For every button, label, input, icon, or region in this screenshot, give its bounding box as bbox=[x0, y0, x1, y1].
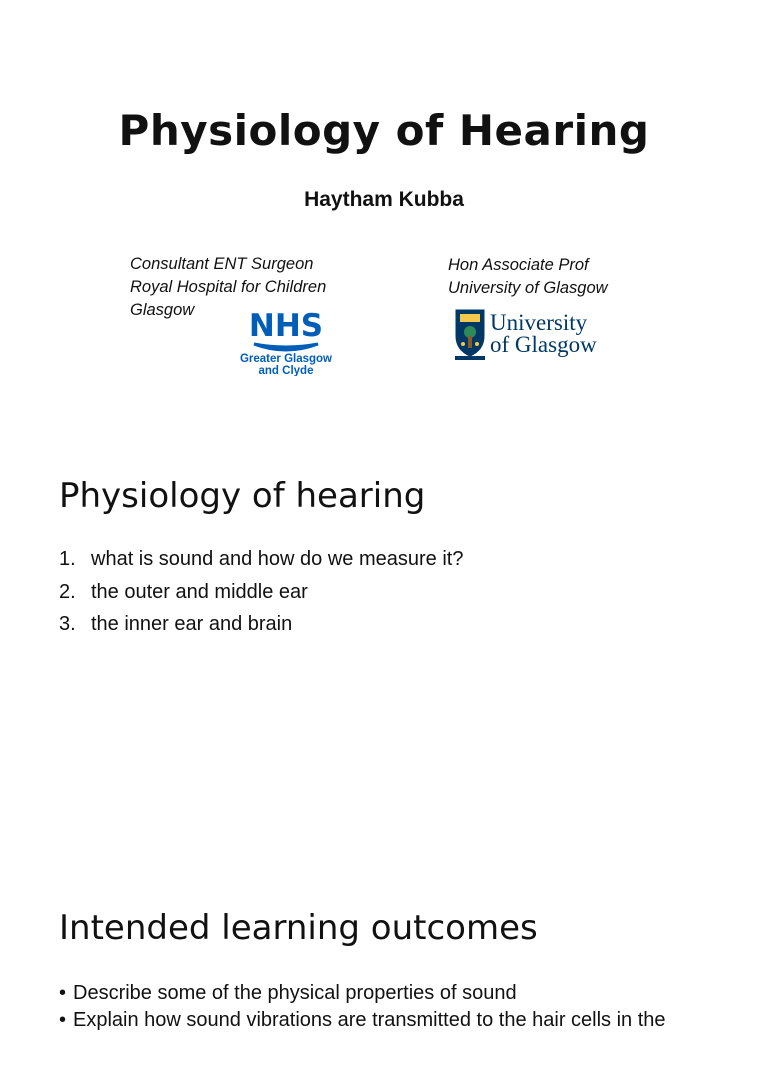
bullet-icon: • bbox=[59, 1009, 67, 1031]
nhs-wordmark: NHS bbox=[248, 308, 324, 344]
list-item bbox=[59, 1009, 666, 1036]
list-item-text: Explain how sound vibrations are transmitted to the hair cells in the bbox=[73, 1009, 666, 1031]
list-item-text: what is sound and how do we measure it? bbox=[91, 548, 464, 570]
list-item-text: Describe some of the physical properties of sound bbox=[73, 982, 517, 1004]
affiliation-line: Hon Associate Prof bbox=[448, 256, 589, 274]
slide-title: Physiology of hearing bbox=[59, 476, 426, 516]
outcomes-list bbox=[59, 982, 666, 1036]
list-item-text: the inner ear and brain bbox=[91, 613, 293, 635]
bullet-icon: • bbox=[59, 982, 67, 1004]
nhs-logo-line1: Greater Glasgow bbox=[239, 353, 333, 365]
agenda-list bbox=[59, 548, 463, 646]
affiliation-line: Consultant ENT Surgeon bbox=[130, 255, 314, 273]
list-item-number: 3. bbox=[59, 613, 76, 635]
list-item-number: 1. bbox=[59, 548, 76, 570]
author-name: Haytham Kubba bbox=[304, 188, 464, 211]
right-affiliation bbox=[448, 254, 608, 300]
university-crest-icon bbox=[455, 310, 485, 360]
affiliation-line: Royal Hospital for Children bbox=[130, 278, 327, 296]
title-slide bbox=[0, 0, 768, 430]
list-item bbox=[59, 581, 463, 614]
agenda-slide bbox=[0, 432, 768, 864]
presentation-title: Physiology of Hearing bbox=[118, 106, 650, 155]
list-item bbox=[59, 982, 666, 1009]
slide-title: Intended learning outcomes bbox=[59, 908, 538, 948]
nhs-swoosh-icon bbox=[254, 344, 318, 350]
learning-outcomes-slide bbox=[0, 866, 768, 1066]
affiliation-line: University of Glasgow bbox=[448, 279, 608, 297]
uog-logo-line2: of Glasgow bbox=[490, 332, 597, 357]
list-item bbox=[59, 548, 463, 581]
nhs-logo-line2: and Clyde bbox=[258, 365, 314, 376]
affiliation-line: Glasgow bbox=[130, 301, 195, 319]
nhs-logo bbox=[236, 306, 336, 376]
uog-logo-line1: University bbox=[490, 310, 588, 335]
university-of-glasgow-logo bbox=[452, 306, 612, 362]
list-item-number: 2. bbox=[59, 580, 76, 603]
list-item bbox=[59, 613, 463, 646]
list-item-text: the outer and middle ear bbox=[91, 580, 308, 603]
